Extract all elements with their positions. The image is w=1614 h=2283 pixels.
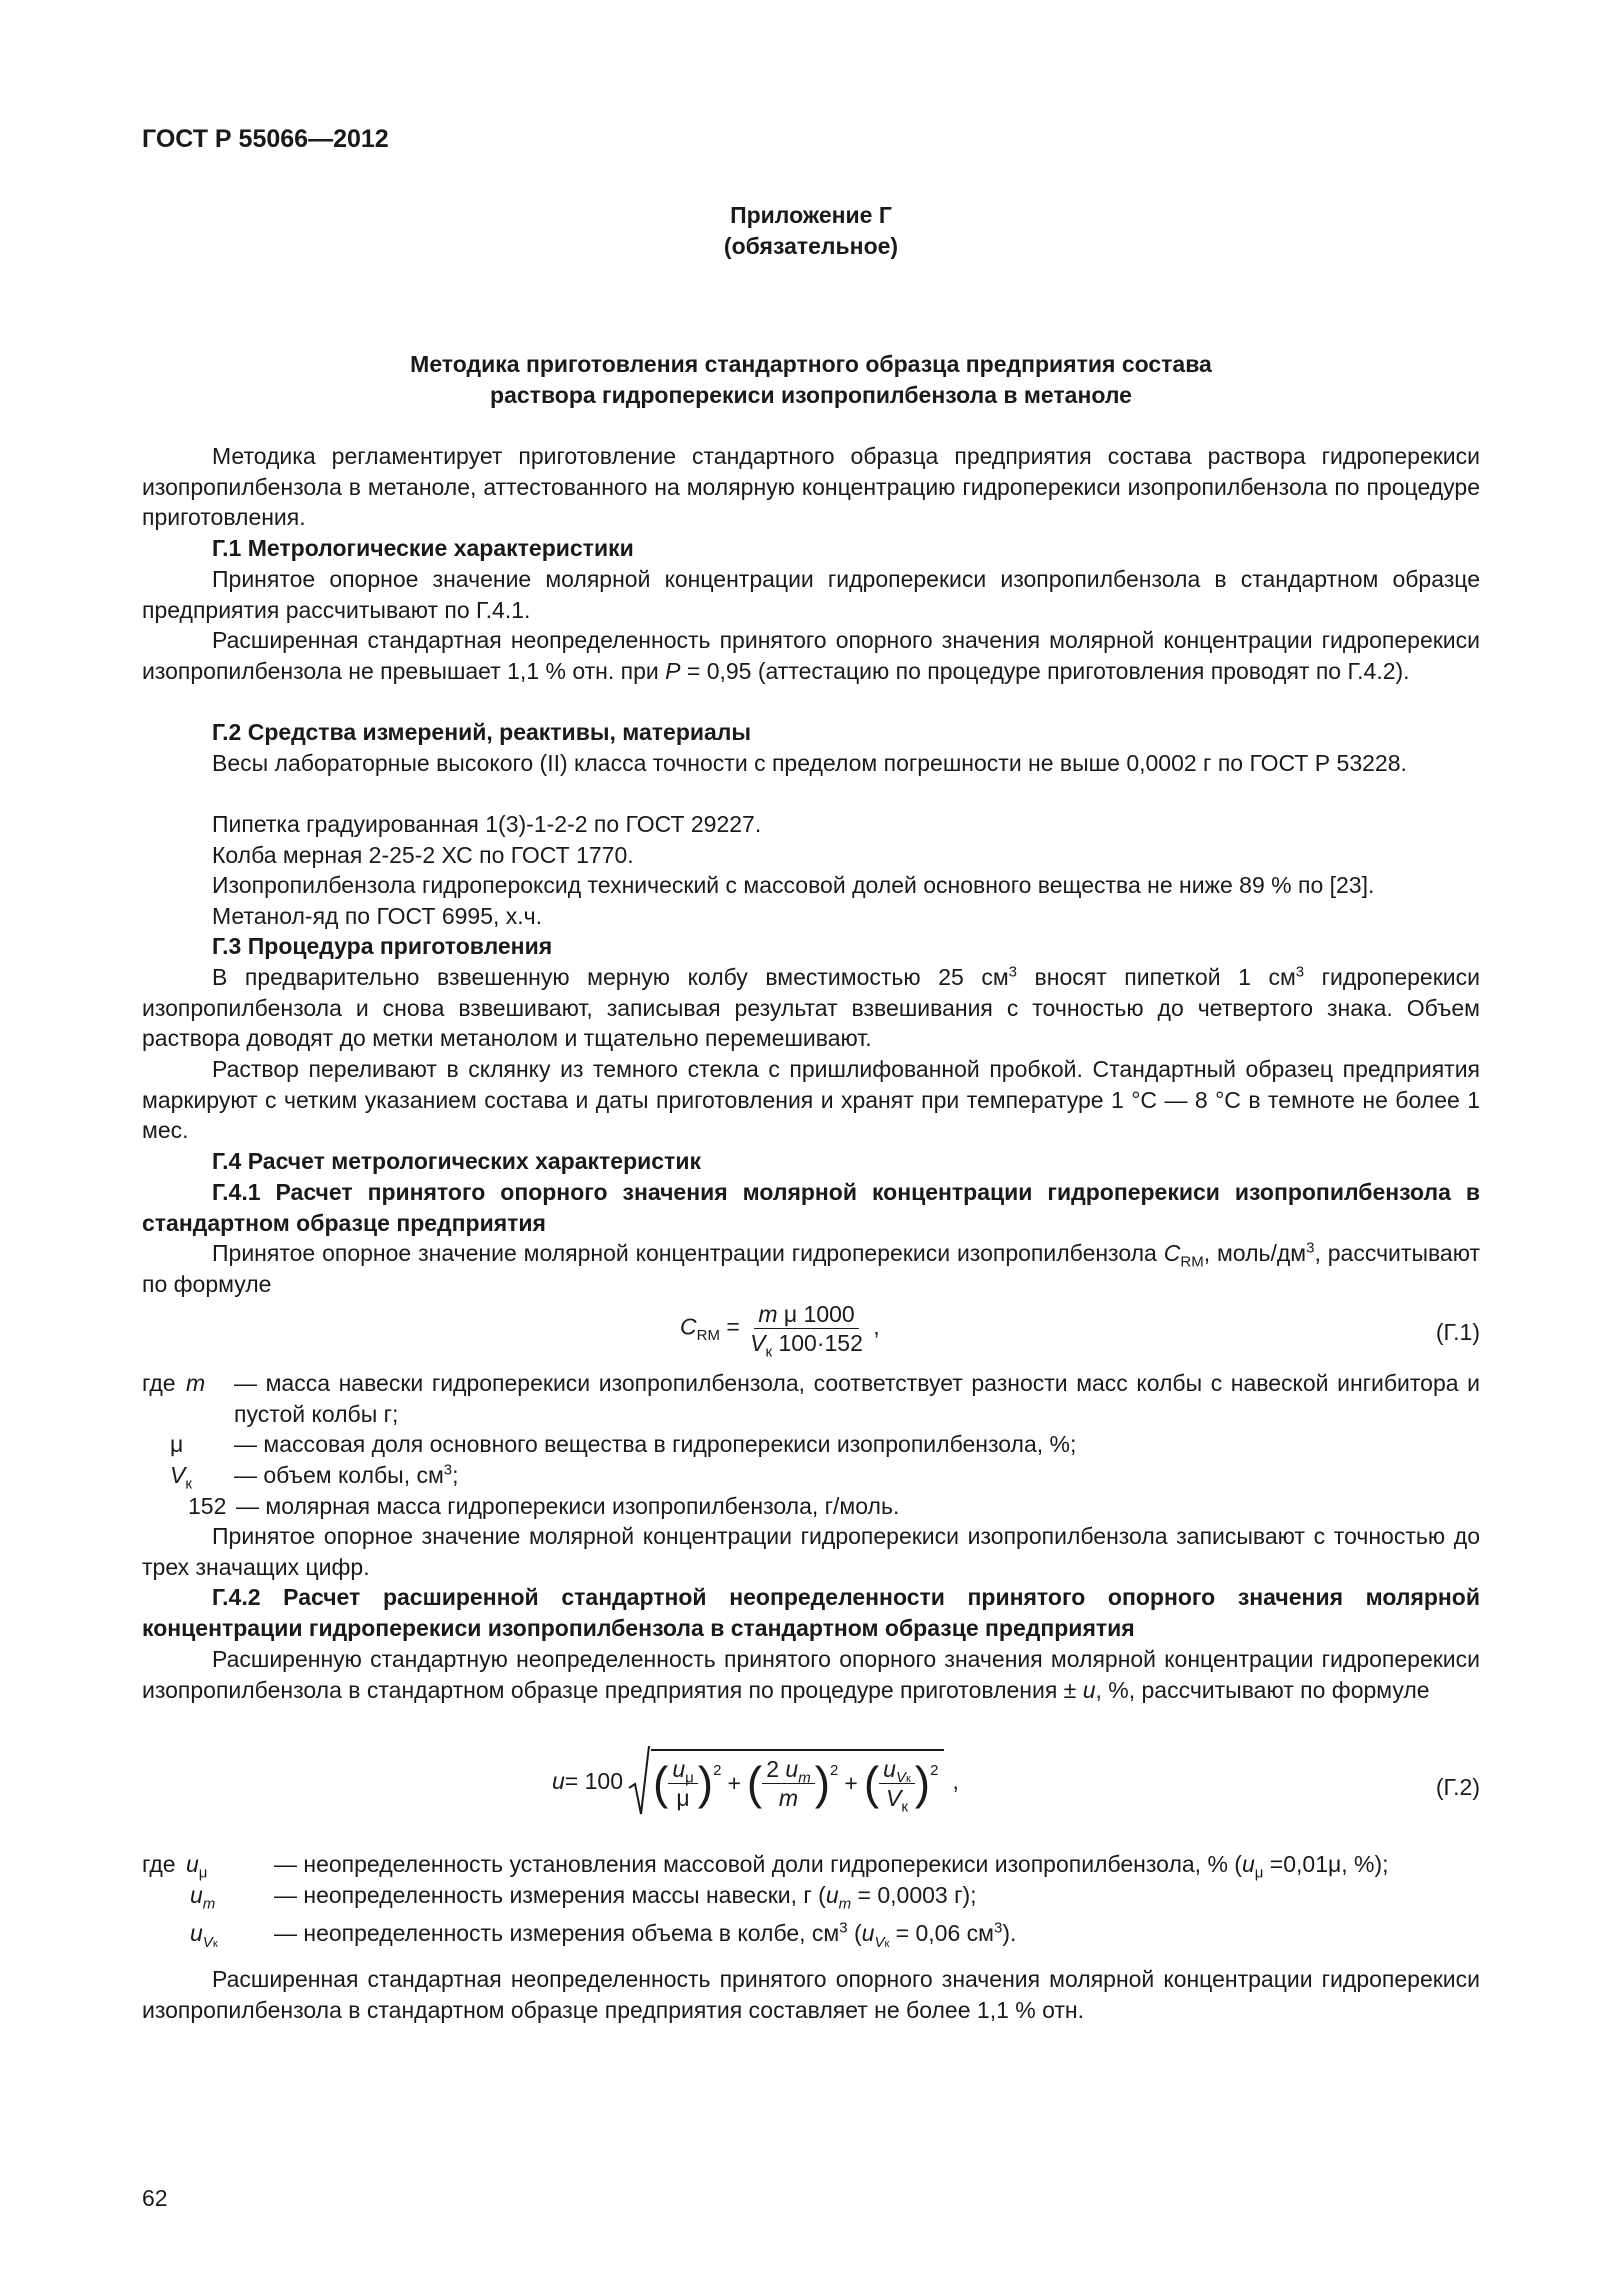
symbol-152: 152 — [188, 1493, 227, 1519]
g1-paragraph-2: Расширенная стандартная неопределенность принятого опорного значения молярной концентрации гидроперекиси изопропилбензола не превышает 1,1 % отн. при P = 0,95 (аттестацию по процедуре приготовления проводят по Г.4.2). — [142, 627, 1480, 684]
appendix-label: Приложение Г — [730, 202, 892, 228]
symbol-mu: μ — [170, 1431, 184, 1457]
g2-item: Весы лабораторные высокого (II) класса точности с пределом погрешности не выше 0,0002 г по ГОСТ Р 53228. — [212, 750, 1407, 776]
section-g4-heading: Г.4 Расчет метрологических характеристик — [212, 1148, 701, 1174]
g2-item: Пипетка градуированная 1(3)-1-2-2 по ГОСТ 29227. — [212, 811, 762, 837]
page-number: 62 — [142, 2185, 168, 2211]
where-u-vk-text: — неопределенность измерения объема в колбе, $см^3$ ($u_{Vк} = 0,06$ $см^3$). — [274, 1919, 1017, 1951]
title-line-1: Методика приготовления стандартного образца предприятия состава — [410, 351, 1212, 377]
section-g2-heading: Г.2 Средства измерений, реактивы, материалы — [212, 719, 752, 745]
g1-paragraph-1: Принятое опорное значение молярной концентрации гидроперекиси изопропилбензола в стандартном образце предприятия рассчитывают по Г.4.1. — [142, 566, 1480, 623]
formula-g2-number: (Г.2) — [1435, 1774, 1480, 1800]
appendix-title — [142, 349, 1480, 411]
symbol-m: m — [186, 1370, 206, 1396]
where-u-m-text: — неопределенность измерения массы навески, г ($u_m = 0,0003$ г); — [274, 1882, 977, 1913]
radical-sign — [627, 1744, 651, 1818]
symbol-u-mu: $u_\mu$ — [186, 1851, 208, 1882]
g3-paragraph-1: В предварительно взвешенную мерную колбу вместимостью 25 $см^3$ вносят пипеткой 1 $см^3$ гидроперекиси изопропилбензола и снова взвешивают, записывая результат взвешивания с точностью до четвертого знака. Объем раствора доводят до метки метанолом и тщательно перемешивают. — [142, 963, 1480, 1052]
where-mu-text: — массовая доля основного вещества в гидроперекиси изопропилбензола, %; — [234, 1431, 1077, 1457]
symbol-u-vk: $u_{Vк}$ — [190, 1920, 218, 1951]
formula-g2: u = 100 ( $\frac{u_\mu}{\mu}$ ) $^2$ + ( $\frac{2 u_m}{m}$ ) $^2$ + ( $\frac{u_{Vк}}{V_к}$ ) $^2$ , — [552, 1744, 959, 1818]
g41-paragraph-1: Принятое опорное значение молярной концентрации гидроперекиси изопропилбензола $C_{RM}$, моль/$дм^3$, рассчитывают по формуле — [142, 1239, 1481, 1297]
where-152-text: — молярная масса гидроперекиси изопропилбензола, г/моль. — [236, 1493, 900, 1519]
section-g41-heading: Г.4.1 Расчет принятого опорного значения молярной концентрации гидроперекиси изопропилбензола в стандартном образце предприятия — [142, 1179, 1480, 1236]
intro-paragraph: Методика регламентирует приготовление стандартного образца предприятия состава раствора гидроперекиси изопропилбензола в метаноле, аттестованного на молярную концентрацию гидроперекиси изопропилбензола по процедуре приготовления. — [142, 443, 1480, 531]
section-g1-heading: Г.1 Метрологические характеристики — [212, 535, 634, 561]
formula-g1-fraction: $\frac{\text{m μ 1000}}{V_к 100\cdot 152}$ — [750, 1301, 863, 1361]
title-line-2: раствора гидроперекиси изопропилбензола в метаноле — [490, 382, 1132, 408]
appendix-heading — [142, 200, 1480, 262]
g2-item: Метанол-яд по ГОСТ 6995, х.ч. — [212, 903, 543, 929]
appendix-status: (обязательное) — [723, 233, 899, 259]
where-prefix: где — [142, 1851, 176, 1877]
section-g42-heading: Г.4.2 Расчет расширенной стандартной неопределенности принятого опорного значения молярной концентрации гидроперекиси изопропилбензола в стандартном образце предприятия — [142, 1584, 1480, 1641]
g3-paragraph-2: Раствор переливают в склянку из темного стекла с пришлифованной пробкой. Стандартный образец предприятия маркируют с четким указанием состава и даты приготовления и хранят при температуре 1 °С — 8 °С в темноте не более 1 мес. — [142, 1056, 1480, 1144]
g2-item: Изопропилбензола гидропероксид технический с массовой долей основного вещества не ниже 89 % по [23]. — [212, 872, 1375, 898]
g41-paragraph-2: Принятое опорное значение молярной концентрации гидроперекиси изопропилбензола записывают с точностью до трех значащих цифр. — [142, 1523, 1480, 1580]
document-code: ГОСТ Р 55066—2012 — [142, 125, 389, 153]
symbol-u-m: $u_m$ — [190, 1882, 216, 1913]
formula-g1: $C_{RM}$ = $\frac{\text{m μ 1000}}{V_к 100\cdot 152}$ , — [680, 1301, 880, 1361]
where-m-text: — масса навески гидроперекиси изопропилбензола, соответствует разности масс колбы с навеской ингибитора и пустой колбы г; — [234, 1370, 1480, 1427]
section-g3-heading: Г.3 Процедура приготовления — [212, 933, 553, 959]
radicand: ( $\frac{u_\mu}{\mu}$ ) $^2$ + ( $\frac{2 u_m}{m}$ ) $^2$ + ( $\frac{u_{Vк}}{V_к}$ ) $^2$ — [651, 1749, 944, 1812]
where-u-mu-text: — неопределенность установления массовой доли гидроперекиси изопропилбензола, % ($u_\mu =0,01\mu$, %); — [274, 1851, 1389, 1882]
g42-paragraph-1: Расширенную стандартную неопределенность принятого опорного значения молярной концентрации гидроперекиси изопропилбензола в стандартном образце предприятия по процедуре приготовления ± u, %, рассчитывают по формуле — [142, 1646, 1480, 1703]
g42-paragraph-2: Расширенная стандартная неопределенность принятого опорного значения молярной концентрации гидроперекиси изопропилбензола в стандартном образце предприятия составляет не более 1,1 % отн. — [142, 1966, 1480, 2023]
g2-item: Колба мерная 2-25-2 ХС по ГОСТ 1770. — [212, 842, 634, 868]
formula-g1-number: (Г.1) — [1435, 1319, 1480, 1345]
where-prefix: где — [142, 1370, 176, 1396]
where-v-text: — объем колбы, $см^3$; — [234, 1461, 459, 1488]
symbol-v: $V_к$ — [170, 1462, 192, 1493]
